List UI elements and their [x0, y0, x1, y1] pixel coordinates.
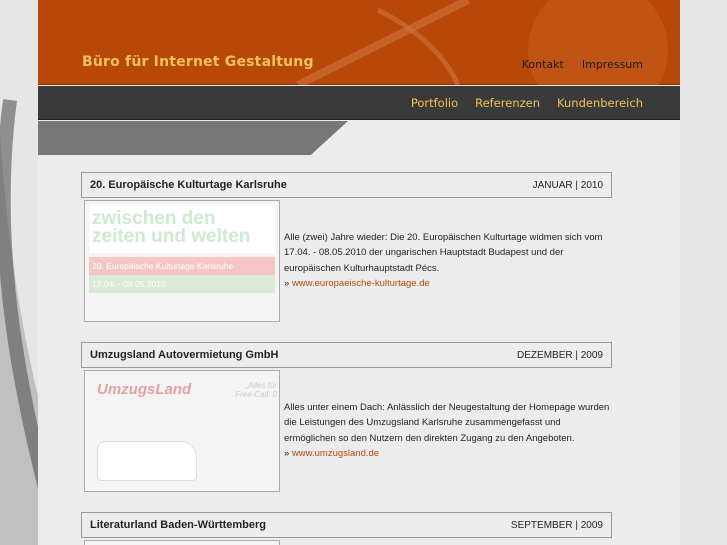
- entry-thumbnail[interactable]: [84, 370, 280, 492]
- entry-link[interactable]: www.europaeische-kulturtage.de: [291, 277, 430, 289]
- entry-title: Literaturland Baden-Württemberg: [90, 519, 267, 531]
- thumb-line: 17.04. - 08.05.2010: [89, 275, 275, 293]
- entry-title: Umzugsland Autovermietung GmbH: [90, 349, 279, 361]
- link-kontakt[interactable]: Kontakt: [521, 58, 564, 71]
- entry-date: DEZEMBER | 2009: [517, 349, 603, 361]
- entry-date: SEPTEMBER | 2009: [510, 519, 603, 531]
- nav-kundenbereich[interactable]: Kundenbereich: [557, 96, 643, 110]
- van-image: [97, 441, 197, 481]
- entry-header: [81, 172, 612, 198]
- nav-referenzen[interactable]: Referenzen: [475, 96, 541, 110]
- thumb-line: 20. Europäische Kulturtage Karlsruhe: [89, 257, 275, 275]
- entry-header: [81, 342, 612, 368]
- link-impressum[interactable]: Impressum: [581, 58, 643, 71]
- entry-link[interactable]: www.umzugsland.de: [291, 447, 380, 459]
- header-swoosh-decoration: [38, 0, 680, 85]
- entry-thumbnail[interactable]: [84, 200, 280, 322]
- entry-header: [81, 512, 612, 538]
- main-nav: [38, 86, 680, 120]
- site-header: [38, 0, 680, 85]
- page-container: [38, 0, 680, 545]
- entry-thumbnail[interactable]: [84, 540, 280, 545]
- entry-text: Alles unter einem Dach: Anlässlich der Neugestaltung der Homepage wurden die Leistungen des Umzugsland Karlsruhe zusammengefasst und ermöglichen so den Nutzern den direkten Zugang zu den Angeboten.: [284, 402, 610, 444]
- thumb-logo: UmzugsLand: [97, 381, 192, 398]
- site-brand[interactable]: Büro für Internet Gestaltung: [82, 54, 314, 70]
- entry-description: Alle (zwei) Jahre wieder: Die 20. Europäischen Kulturtage widmen sich vom 17.04. - 08.05.2010 der ungarischen Hauptstadt Budapest und der europäischen Kulturhauptstadt Pécs. » www.europaeische-kulturtage.de: [284, 232, 603, 289]
- decorative-band: [38, 121, 348, 155]
- entry-text: Alle (zwei) Jahre wieder: Die 20. Europäischen Kulturtage widmen sich vom 17.04. - 08.05.2010 der ungarischen Hauptstadt Budapest und der europäischen Kulturhauptstadt Pécs.: [284, 232, 603, 274]
- thumb-headline: zwischen den zeiten und welten: [89, 205, 275, 253]
- thumb-tagline: „Alles für Free-Call: 0: [235, 381, 277, 399]
- entry-description: Alles unter einem Dach: Anlässlich der Neugestaltung der Homepage wurden die Leistungen des Umzugsland Karlsruhe zusammengefasst und ermöglichen so den Nutzern den direkten Zugang zu den Angeboten. » www.umzugsland.de: [284, 402, 610, 459]
- nav-portfolio[interactable]: Portfolio: [410, 96, 459, 110]
- entry-title: 20. Europäische Kulturtage Karlsruhe: [90, 179, 287, 191]
- entry-date: JANUAR | 2010: [532, 179, 603, 191]
